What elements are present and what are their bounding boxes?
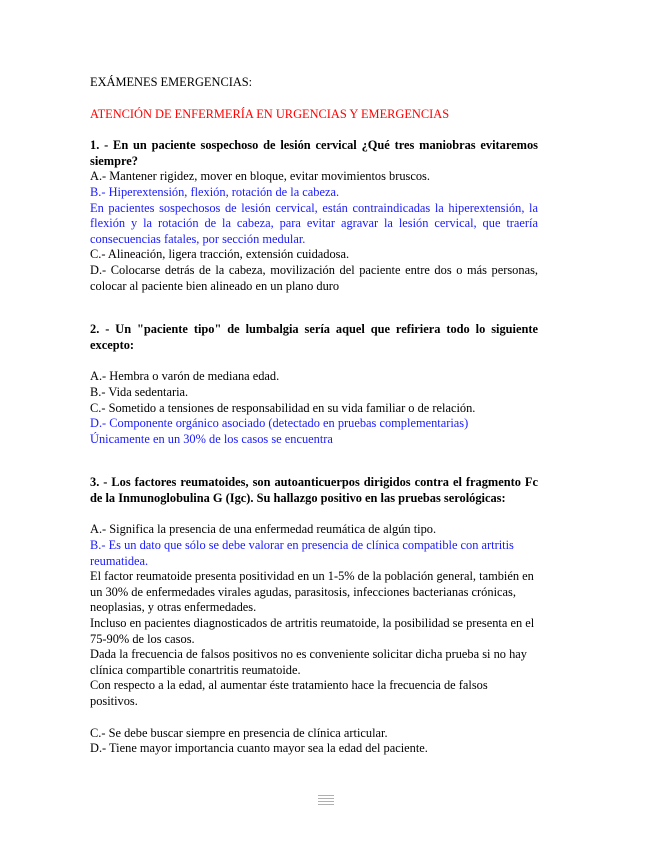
question-3-option-c: C.- Se debe buscar siempre en presencia de clínica articular. [90, 725, 388, 740]
question-2-option-b: B.- Vida sedentaria. [90, 384, 189, 399]
question-3-option-a: A.- Significa la presencia de una enfermedad reumática de algún tipo. [90, 522, 437, 537]
question-3-text: 3. - Los factores reumatoides, son autoanticuerpos dirigidos contra el fragmento Fc de la Inmunoglobulina G (Igc). Su hallazgo positivo en las pruebas serológicas: [90, 475, 538, 505]
document-page [90, 75, 538, 757]
question-3-explanation-2: Incluso en pacientes diagnosticados de artritis reumatoide, la posibilidad se presenta en el 75-90% de los casos. [90, 616, 535, 646]
question-3 [90, 475, 538, 757]
question-1-explanation: En pacientes sospechosos de lesión cervical, están contraindicadas la hiperextensión, la flexión y la rotación de la cabeza, para evitar agravar la lesión cervical, que traería consecuencias fatales, por sección medular. [90, 200, 538, 246]
question-3-option-d: D.- Tiene mayor importancia cuanto mayor sea la edad del paciente. [90, 741, 428, 756]
question-1-option-d: D.- Colocarse detrás de la cabeza, movilización del paciente entre dos o más personas, colocar al paciente bien alineado en un plano duro [90, 262, 538, 293]
question-2-text: 2. - Un "paciente tipo" de lumbalgia sería aquel que refiriera todo lo siguiente excepto: [90, 322, 538, 352]
question-3-option-b: B.- Es un dato que sólo se debe valorar en presencia de clínica compatible con artritis reumatidea. [90, 538, 514, 568]
question-3-explanation-4: Con respecto a la edad, al aumentar éste tratamiento hace la frecuencia de falsos positivos. [90, 678, 488, 708]
question-3-explanation-3: Dada la frecuencia de falsos positivos no es conveniente solicitar dicha prueba si no hay clínica compartible conartritis reumatoide. [90, 647, 527, 677]
page-footer-mark-icon [318, 795, 334, 808]
question-3-explanation-1: El factor reumatoide presenta positividad en un 1-5% de la población general, también en un 30% de enfermedades virales agudas, parasitosis, infecciones bacterianas crónicas, neoplasias, y otras enfermedades. [90, 569, 534, 615]
question-2-option-c: C.- Sometido a tensiones de responsabilidad en su vida familiar o de relación. [90, 400, 476, 415]
document-title: EXÁMENES EMERGENCIAS: [90, 75, 253, 89]
question-1-text: 1. - En un paciente sospechoso de lesión cervical ¿Qué tres maniobras evitaremos siempre? [90, 138, 538, 168]
question-2-explanation: Únicamente en un 30% de los casos se encuentra [90, 431, 333, 446]
question-1-option-c: C.- Alineación, ligera tracción, extensión cuidadosa. [90, 247, 350, 262]
question-1 [90, 138, 538, 294]
question-1-option-b: B.- Hiperextensión, flexión, rotación de la cabeza. [90, 184, 340, 199]
section-heading: ATENCIÓN DE ENFERMERÍA EN URGENCIAS Y EMERGENCIAS [90, 106, 450, 121]
question-2-option-a: A.- Hembra o varón de mediana edad. [90, 369, 280, 384]
question-1-option-a: A.- Mantener rigidez, mover en bloque, evitar movimientos bruscos. [90, 169, 430, 184]
question-2-option-d: D.- Componente orgánico asociado (detectado en pruebas complementarias) [90, 416, 469, 431]
question-2 [90, 322, 538, 447]
